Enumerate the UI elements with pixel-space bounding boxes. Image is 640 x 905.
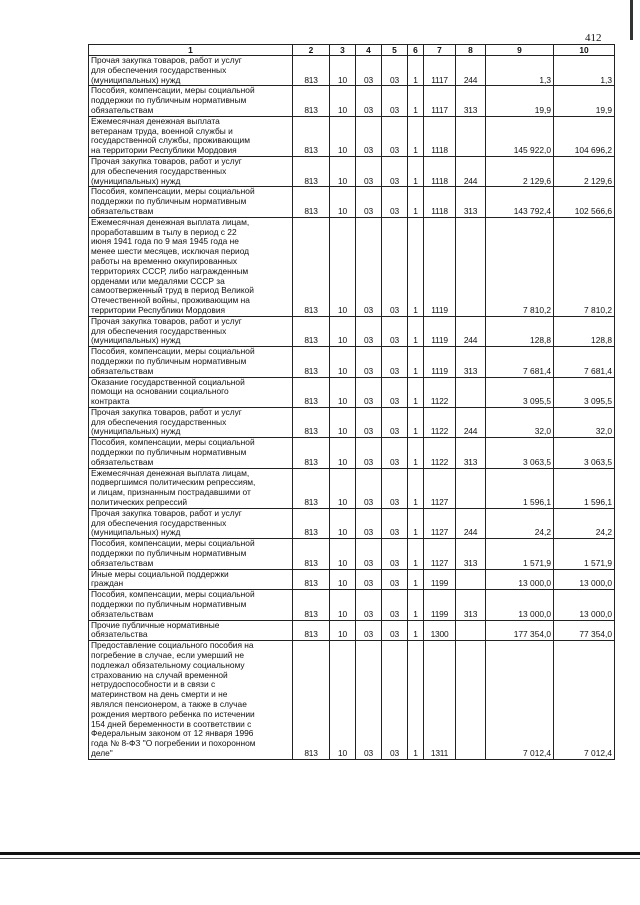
row-name: Пособия, компенсации, меры социальной поддержки по публичным нормативным обязательствам — [89, 347, 293, 377]
table-row — [89, 347, 615, 377]
cell-section: 10 — [330, 156, 356, 186]
cell-subprogram: 1 — [408, 641, 424, 760]
table-row — [89, 468, 615, 508]
cell-amount-2: 128,8 — [554, 316, 615, 346]
cell-article: 1199 — [424, 590, 456, 620]
cell-article: 1118 — [424, 187, 456, 217]
cell-subprogram: 1 — [408, 116, 424, 156]
cell-amount-1: 24,2 — [486, 508, 554, 538]
cell-section: 10 — [330, 377, 356, 407]
cell-section: 10 — [330, 569, 356, 590]
cell-amount-1: 1 571,9 — [486, 539, 554, 569]
cell-subprogram: 1 — [408, 316, 424, 346]
cell-section: 10 — [330, 316, 356, 346]
cell-subsection: 03 — [356, 377, 382, 407]
cell-subprogram: 1 — [408, 377, 424, 407]
cell-program: 03 — [382, 377, 408, 407]
cell-ministry: 813 — [293, 468, 330, 508]
cell-subsection: 03 — [356, 316, 382, 346]
cell-ministry: 813 — [293, 438, 330, 468]
cell-expense-type: 313 — [456, 438, 486, 468]
cell-amount-1: 7 810,2 — [486, 217, 554, 316]
cell-amount-2: 32,0 — [554, 407, 615, 437]
cell-article: 1119 — [424, 316, 456, 346]
cell-program: 03 — [382, 468, 408, 508]
cell-program: 03 — [382, 56, 408, 86]
cell-amount-1: 32,0 — [486, 407, 554, 437]
cell-ministry: 813 — [293, 377, 330, 407]
cell-article: 1118 — [424, 116, 456, 156]
cell-subprogram: 1 — [408, 569, 424, 590]
cell-amount-2: 24,2 — [554, 508, 615, 538]
cell-amount-1: 128,8 — [486, 316, 554, 346]
table-row — [89, 316, 615, 346]
cell-article: 1127 — [424, 468, 456, 508]
cell-ministry: 813 — [293, 347, 330, 377]
cell-ministry: 813 — [293, 316, 330, 346]
column-header-9: 9 — [486, 45, 554, 56]
cell-article: 1119 — [424, 347, 456, 377]
cell-expense-type — [456, 620, 486, 641]
cell-ministry: 813 — [293, 569, 330, 590]
cell-subsection: 03 — [356, 116, 382, 156]
row-name: Прочие публичные нормативные обязательства — [89, 620, 293, 641]
cell-subsection: 03 — [356, 56, 382, 86]
cell-program: 03 — [382, 217, 408, 316]
cell-program: 03 — [382, 316, 408, 346]
cell-section: 10 — [330, 539, 356, 569]
column-header-6: 6 — [408, 45, 424, 56]
scan-edge-mark — [630, 0, 633, 40]
cell-subsection: 03 — [356, 539, 382, 569]
cell-program: 03 — [382, 590, 408, 620]
table-row — [89, 56, 615, 86]
cell-expense-type — [456, 116, 486, 156]
cell-amount-1: 1 596,1 — [486, 468, 554, 508]
column-header-2: 2 — [293, 45, 330, 56]
cell-amount-2: 7 810,2 — [554, 217, 615, 316]
cell-amount-2: 13 000,0 — [554, 569, 615, 590]
table-row — [89, 116, 615, 156]
cell-amount-1: 7 681,4 — [486, 347, 554, 377]
cell-amount-1: 13 000,0 — [486, 590, 554, 620]
cell-article: 1300 — [424, 620, 456, 641]
column-header-8: 8 — [456, 45, 486, 56]
cell-amount-1: 145 922,0 — [486, 116, 554, 156]
table-row — [89, 187, 615, 217]
cell-article: 1127 — [424, 539, 456, 569]
cell-section: 10 — [330, 508, 356, 538]
cell-expense-type: 313 — [456, 539, 486, 569]
cell-program: 03 — [382, 347, 408, 377]
cell-amount-1: 1,3 — [486, 56, 554, 86]
cell-article: 1117 — [424, 86, 456, 116]
cell-amount-2: 7 681,4 — [554, 347, 615, 377]
column-header-4: 4 — [356, 45, 382, 56]
cell-section: 10 — [330, 620, 356, 641]
cell-ministry: 813 — [293, 590, 330, 620]
table-row — [89, 590, 615, 620]
cell-subsection: 03 — [356, 217, 382, 316]
cell-program: 03 — [382, 641, 408, 760]
cell-subsection: 03 — [356, 620, 382, 641]
cell-subprogram: 1 — [408, 438, 424, 468]
cell-section: 10 — [330, 86, 356, 116]
cell-subsection: 03 — [356, 438, 382, 468]
cell-section: 10 — [330, 468, 356, 508]
cell-program: 03 — [382, 116, 408, 156]
cell-amount-2: 104 696,2 — [554, 116, 615, 156]
column-header-5: 5 — [382, 45, 408, 56]
cell-amount-1: 13 000,0 — [486, 569, 554, 590]
cell-subprogram: 1 — [408, 156, 424, 186]
bottom-rule — [0, 852, 640, 855]
cell-subsection: 03 — [356, 590, 382, 620]
cell-section: 10 — [330, 217, 356, 316]
column-header-10: 10 — [554, 45, 615, 56]
cell-amount-2: 13 000,0 — [554, 590, 615, 620]
cell-section: 10 — [330, 641, 356, 760]
cell-amount-2: 3 063,5 — [554, 438, 615, 468]
cell-amount-1: 3 063,5 — [486, 438, 554, 468]
cell-amount-1: 177 354,0 — [486, 620, 554, 641]
cell-program: 03 — [382, 438, 408, 468]
cell-ministry: 813 — [293, 539, 330, 569]
table-row — [89, 217, 615, 316]
cell-ministry: 813 — [293, 407, 330, 437]
cell-program: 03 — [382, 86, 408, 116]
cell-amount-2: 3 095,5 — [554, 377, 615, 407]
cell-expense-type — [456, 641, 486, 760]
cell-amount-2: 102 566,6 — [554, 187, 615, 217]
cell-subprogram: 1 — [408, 590, 424, 620]
cell-program: 03 — [382, 539, 408, 569]
row-name: Пособия, компенсации, меры социальной поддержки по публичным нормативным обязательствам — [89, 590, 293, 620]
cell-section: 10 — [330, 56, 356, 86]
cell-article: 1122 — [424, 407, 456, 437]
cell-amount-1: 3 095,5 — [486, 377, 554, 407]
cell-subprogram: 1 — [408, 508, 424, 538]
cell-ministry: 813 — [293, 156, 330, 186]
row-name: Ежемесячная денежная выплата лицам, проработавшим в тылу в период с 22 июня 1941 года по 9 мая 1945 года не менее шести месяцев, исключая период работы на временно оккупированных территориях СССР, либо награжденным орденами или медалями СССР за самоотверженный труд в период Великой Отечественной войны, проживающим на территории Республики Мордовия — [89, 217, 293, 316]
cell-subsection: 03 — [356, 641, 382, 760]
budget-table — [88, 44, 615, 760]
cell-amount-2: 2 129,6 — [554, 156, 615, 186]
cell-expense-type: 313 — [456, 86, 486, 116]
cell-subsection: 03 — [356, 86, 382, 116]
table-row — [89, 86, 615, 116]
row-name: Прочая закупка товаров, работ и услуг для обеспечения государственных (муниципальных) нужд — [89, 508, 293, 538]
cell-subsection: 03 — [356, 187, 382, 217]
cell-program: 03 — [382, 407, 408, 437]
column-header-3: 3 — [330, 45, 356, 56]
cell-subprogram: 1 — [408, 407, 424, 437]
cell-program: 03 — [382, 508, 408, 538]
cell-section: 10 — [330, 590, 356, 620]
table-row — [89, 508, 615, 538]
cell-ministry: 813 — [293, 217, 330, 316]
cell-ministry: 813 — [293, 620, 330, 641]
cell-section: 10 — [330, 187, 356, 217]
table-row — [89, 438, 615, 468]
cell-article: 1311 — [424, 641, 456, 760]
cell-expense-type: 244 — [456, 316, 486, 346]
cell-section: 10 — [330, 347, 356, 377]
page-number: 412 — [585, 32, 602, 44]
cell-program: 03 — [382, 156, 408, 186]
row-name: Иные меры социальной поддержки граждан — [89, 569, 293, 590]
column-header-7: 7 — [424, 45, 456, 56]
column-header-1: 1 — [89, 45, 293, 56]
cell-expense-type: 313 — [456, 187, 486, 217]
row-name: Прочая закупка товаров, работ и услуг для обеспечения государственных (муниципальных) нужд — [89, 156, 293, 186]
cell-subsection: 03 — [356, 468, 382, 508]
cell-amount-1: 2 129,6 — [486, 156, 554, 186]
table-row — [89, 377, 615, 407]
cell-amount-2: 77 354,0 — [554, 620, 615, 641]
bottom-rule-thin — [0, 858, 640, 859]
cell-ministry: 813 — [293, 56, 330, 86]
cell-expense-type — [456, 569, 486, 590]
row-name: Пособия, компенсации, меры социальной поддержки по публичным нормативным обязательствам — [89, 438, 293, 468]
cell-subprogram: 1 — [408, 347, 424, 377]
cell-program: 03 — [382, 620, 408, 641]
cell-expense-type: 244 — [456, 508, 486, 538]
cell-amount-2: 7 012,4 — [554, 641, 615, 760]
cell-subprogram: 1 — [408, 86, 424, 116]
cell-expense-type: 244 — [456, 407, 486, 437]
cell-article: 1199 — [424, 569, 456, 590]
cell-ministry: 813 — [293, 116, 330, 156]
cell-expense-type: 313 — [456, 347, 486, 377]
cell-expense-type — [456, 468, 486, 508]
row-name: Прочая закупка товаров, работ и услуг для обеспечения государственных (муниципальных) нужд — [89, 316, 293, 346]
cell-article: 1122 — [424, 377, 456, 407]
row-name: Пособия, компенсации, меры социальной поддержки по публичным нормативным обязательствам — [89, 539, 293, 569]
cell-subprogram: 1 — [408, 468, 424, 508]
cell-ministry: 813 — [293, 86, 330, 116]
table-row — [89, 569, 615, 590]
table-row — [89, 620, 615, 641]
cell-subsection: 03 — [356, 508, 382, 538]
cell-subprogram: 1 — [408, 539, 424, 569]
table-row — [89, 539, 615, 569]
row-name: Прочая закупка товаров, работ и услуг для обеспечения государственных (муниципальных) нужд — [89, 407, 293, 437]
cell-expense-type — [456, 377, 486, 407]
cell-amount-2: 1,3 — [554, 56, 615, 86]
row-name: Ежемесячная денежная выплата ветеранам труда, военной службы и государственной службы, проживающим на территории Республики Мордовия — [89, 116, 293, 156]
cell-subsection: 03 — [356, 347, 382, 377]
cell-article: 1127 — [424, 508, 456, 538]
cell-article: 1122 — [424, 438, 456, 468]
cell-amount-1: 143 792,4 — [486, 187, 554, 217]
cell-subsection: 03 — [356, 569, 382, 590]
cell-section: 10 — [330, 438, 356, 468]
table-row — [89, 407, 615, 437]
cell-program: 03 — [382, 187, 408, 217]
cell-subprogram: 1 — [408, 217, 424, 316]
cell-expense-type: 313 — [456, 590, 486, 620]
cell-article: 1118 — [424, 156, 456, 186]
cell-amount-1: 7 012,4 — [486, 641, 554, 760]
cell-ministry: 813 — [293, 187, 330, 217]
row-name: Прочая закупка товаров, работ и услуг для обеспечения государственных (муниципальных) нужд — [89, 56, 293, 86]
table-row — [89, 641, 615, 760]
header-row — [89, 45, 615, 56]
row-name: Предоставление социального пособия на погребение в случае, если умерший не подлежал обязательному социальному страхованию на случай временной нетрудоспособности и в связи с материнством на день смерти и не являлся пенсионером, а также в случае рождения мертвого ребенка по истечении 154 дней беременности в соответствии с Федеральным законом от 12 января 1996 года № 8-ФЗ "О погребении и похоронном деле" — [89, 641, 293, 760]
table-row — [89, 156, 615, 186]
cell-ministry: 813 — [293, 508, 330, 538]
row-name: Ежемесячная денежная выплата лицам, подвергшимся политическим репрессиям, и лицам, признанным пострадавшими от политических репрессий — [89, 468, 293, 508]
cell-subprogram: 1 — [408, 187, 424, 217]
cell-article: 1117 — [424, 56, 456, 86]
cell-program: 03 — [382, 569, 408, 590]
table-body — [89, 56, 615, 760]
cell-amount-2: 1 571,9 — [554, 539, 615, 569]
cell-ministry: 813 — [293, 641, 330, 760]
row-name: Пособия, компенсации, меры социальной поддержки по публичным нормативным обязательствам — [89, 187, 293, 217]
cell-subsection: 03 — [356, 156, 382, 186]
row-name: Пособия, компенсации, меры социальной поддержки по публичным нормативным обязательствам — [89, 86, 293, 116]
cell-section: 10 — [330, 116, 356, 156]
cell-subprogram: 1 — [408, 56, 424, 86]
table-header — [89, 45, 615, 56]
cell-amount-1: 19,9 — [486, 86, 554, 116]
cell-amount-2: 1 596,1 — [554, 468, 615, 508]
cell-expense-type: 244 — [456, 156, 486, 186]
cell-subprogram: 1 — [408, 620, 424, 641]
cell-amount-2: 19,9 — [554, 86, 615, 116]
row-name: Оказание государственной социальной помощи на основании социального контракта — [89, 377, 293, 407]
cell-subsection: 03 — [356, 407, 382, 437]
cell-article: 1119 — [424, 217, 456, 316]
cell-section: 10 — [330, 407, 356, 437]
cell-expense-type — [456, 217, 486, 316]
cell-expense-type: 244 — [456, 56, 486, 86]
